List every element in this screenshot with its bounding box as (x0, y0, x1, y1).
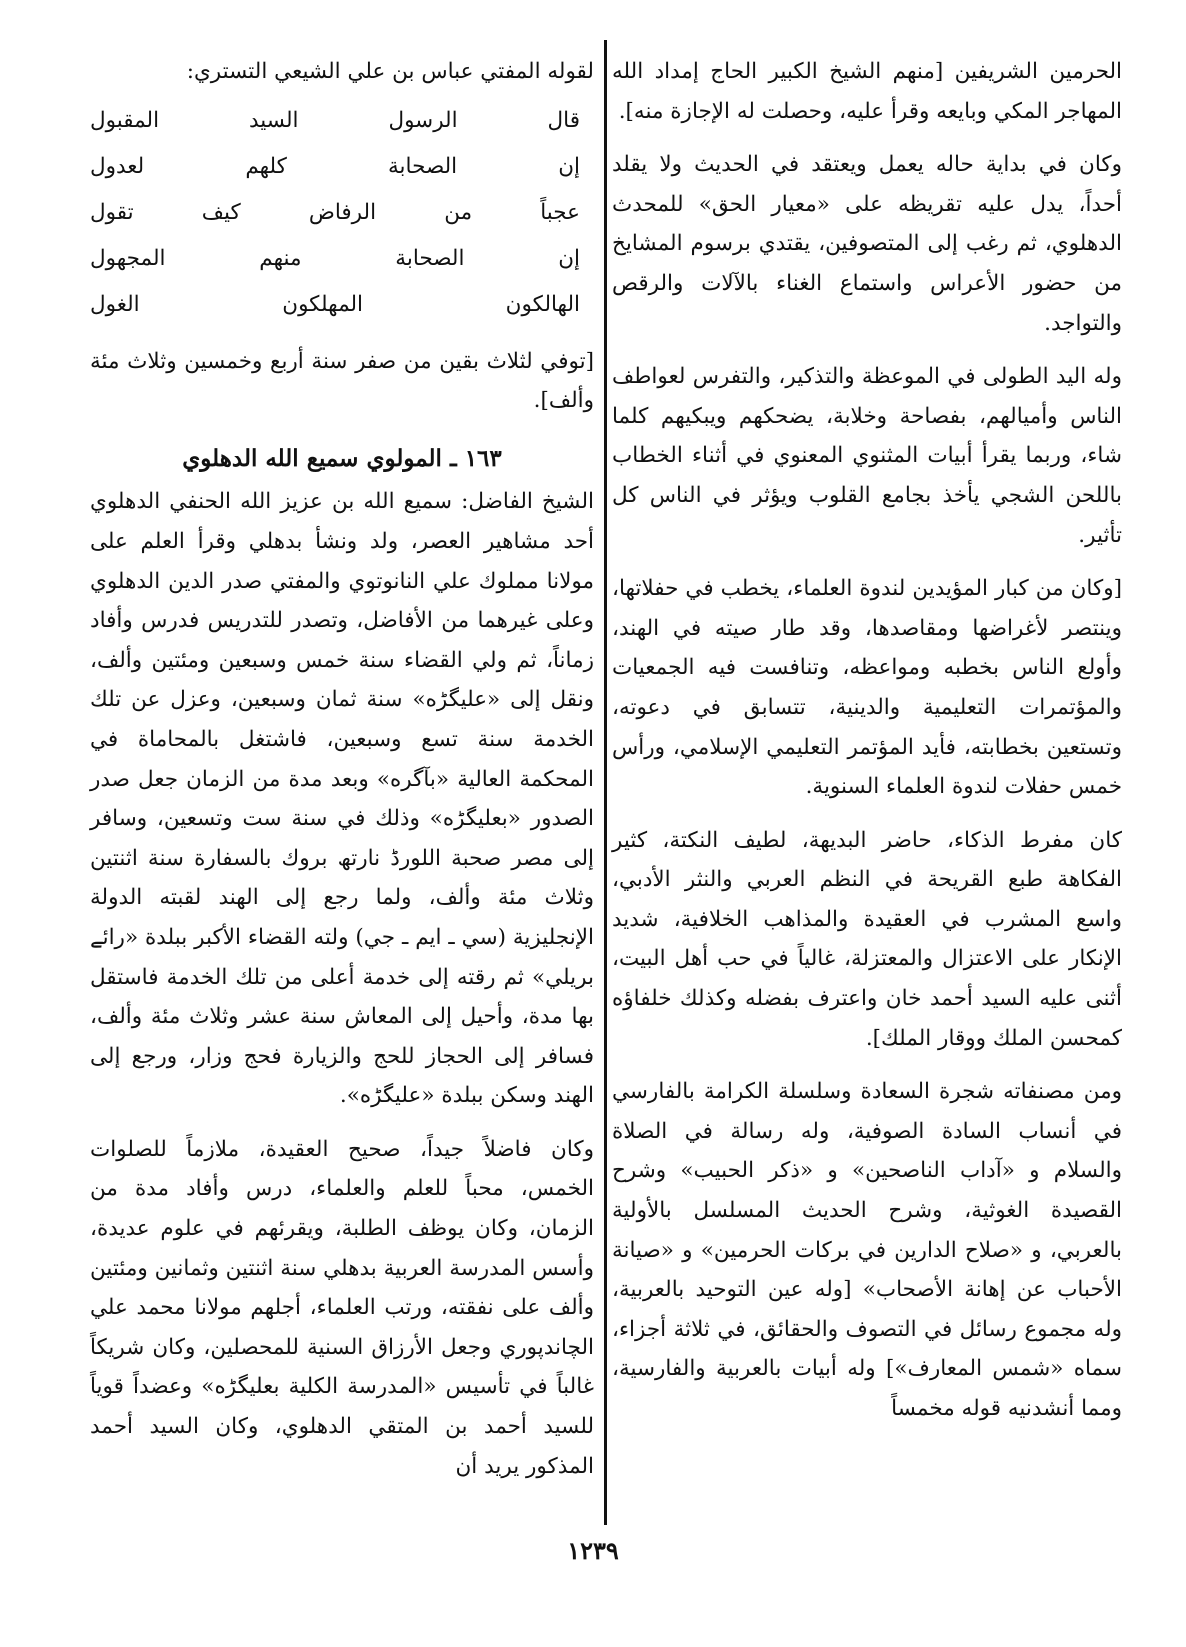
paragraph: وكان فاضلاً جيداً، صحيح العقيدة، ملازماً للصلوات الخمس، محباً للعلم والعلماء، درس وأفاد مدة من الزمان، وكان يوظف الطلبة، ويقرئهم في علوم عديدة، وأسس المدرسة العربية بدهلي سنة اثنتين وثمانين ومئتين وألف على نفقته، ورتب العلماء، أجلهم مولانا محمد علي الچاندپوري وجعل الأرزاق السنية للمحصلين، وكان شريكاً غالباً في تأسيس «المدرسة الكلية بعليگڑه» وعضداً قوياً للسيد أحمد بن المتقي الدهلوي، وكان السيد أحمد المذكور يريد أن (90, 1136, 594, 1479)
paragraph: ومن مصنفاته شجرة السعادة وسلسلة الكرامة بالفارسي في أنساب السادة الصوفية، وله رسالة في الصلاة والسلام و «آداب الناصحين» و «ذكر الحبيب» وشرح القصيدة الغوثية، وشرح الحديث المسلسل بالأولية بالعربي، و «صلاح الدارين في بركات الحرمين» و «صيانة الأحباب عن إهانة الأصحاب» [وله عين التوحيد بالعربية، وله مجموع رسائل في التصوف والحقائق، في ثلاثة أجزاء، سماه «شمس المعارف»] وله أبيات بالعربية والفارسية، ومما أنشدنيه قوله مخمساً (612, 1079, 1122, 1421)
poem (90, 98, 594, 328)
paragraph: [وكان من كبار المؤيدين لندوة العلماء، يخطب في حفلاتها، وينتصر لأغراضها ومقاصدها، وقد طار صيته في الهند، وأولع الناس بخطبه ومواعظه، وتنافست فيه الجمعيات والمؤتمرات التعليمية والدينية، تتسابق في دعوته، وتستعين بخطابته، فأيد المؤتمر التعليمي الإسلامي، ورأس خمس حفلات لندوة العلماء السنوية. (612, 576, 1122, 800)
paragraph: كان مفرط الذكاء، حاضر البديهة، لطيف النكتة، كثير الفكاهة طبع القريحة في النظم العربي والنثر الأدبي، واسع المشرب في العقيدة والمذاهب الخلافية، شديد الإنكار على الاعتزال والمعتزلة، غالياً في حب أهل البيت، أثنى عليه السيد أحمد خان واعترف بفضله وكذلك خلفاؤه كمحسن الملك ووقار الملك]. (612, 827, 1122, 1051)
entry-heading: ١٦٣ ـ المولوي سميع الله الدهلوي (182, 444, 502, 472)
poem-verse: الهالكون المهلكون الغول (90, 291, 580, 317)
page-number: ١٢٣٩ (567, 1536, 619, 1565)
paragraph: الشيخ الفاضل: سميع الله بن عزيز الله الحنفي الدهلوي أحد مشاهير العصر، ولد ونشأ بدهلي وقرأ العلم على مولانا مملوك علي النانوتوي والمفتي صدر الدين الدهلوي وعلى غيرهما من الأفاضل، وتصدر للتدريس فدرس وأفاد زماناً، ثم ولي القضاء سنة خمس وسبعين ومئتين وألف، ونقل إلى «عليگڑه» سنة ثمان وسبعين، وعزل عن تلك الخدمة سنة تسع وسبعين، فاشتغل بالمحاماة في المحكمة العالية «بآگره» وبعد مدة من الزمان جعل صدر الصدور «بعليگڑه» وذلك في سنة ست وتسعين، وسافر إلى مصر صحبة اللورڈ نارتھ بروك بالسفارة سنة اثنتين وثلاث مئة وألف، ولما رجع إلى الهند لقبته الدولة الإنجليزية (سي ـ ايم ـ جي) ولته القضاء الأكبر ببلدة «رائے بريلي» ثم رقته إلى خدمة أعلى من تلك الخدمة فاستقل بها مدة، وأحيل إلى المعاش سنة عشر وثلاث مئة وألف، فسافر إلى الحجاز للحج والزيارة فحج وزار، ورجع إلى الهند وسكن ببلدة «عليگڑه». (90, 489, 594, 1109)
right-column (612, 52, 1122, 1429)
paragraph: وله اليد الطولى في الموعظة والتذكير، والتفرس لعواطف الناس وأميالهم، بفصاحة وخلابة، يضحكهم ويبكيهم كلما شاء، وربما يقرأ أبيات المثنوي المعنوي في أثناء الخطاب باللحن الشجي يأخذ بجامع القلوب ويؤثر في الناس كل تأثير. (612, 364, 1122, 548)
death-note: [توفي لثلاث بقين من صفر سنة أربع وخمسين وثلاث مئة وألف]. (90, 348, 594, 414)
paragraph: وكان في بداية حاله يعمل ويعتقد في الحديث ولا يقلد أحداً، يدل عليه تقريظه على «معيار الحق» للمحدث الدهلوي، ثم رغب إلى المتصوفين، يقتدي برسوم المشايخ من حضور الأعراس واستماع الغناء بالآلات والرقص والتواجد. (612, 152, 1122, 336)
left-column (90, 52, 594, 1486)
paragraph: الحرمين الشريفين [منهم الشيخ الكبير الحاج إمداد الله المهاجر المكي وبايعه وقرأ عليه، وحصلت له الإجازة منه]. (612, 59, 1122, 124)
poem-verse: قال الرسول السيد المقبول (90, 107, 580, 133)
poem-intro: لقوله المفتي عباس بن علي الشيعي التستري: (186, 59, 594, 84)
column-divider (604, 40, 607, 1525)
poem-verse: إن الصحابة منهم المجهول (90, 245, 580, 271)
poem-verse: إن الصحابة كلهم لعدول (90, 153, 580, 179)
poem-verse: عجباً من الرفاض كيف تقول (90, 199, 580, 225)
